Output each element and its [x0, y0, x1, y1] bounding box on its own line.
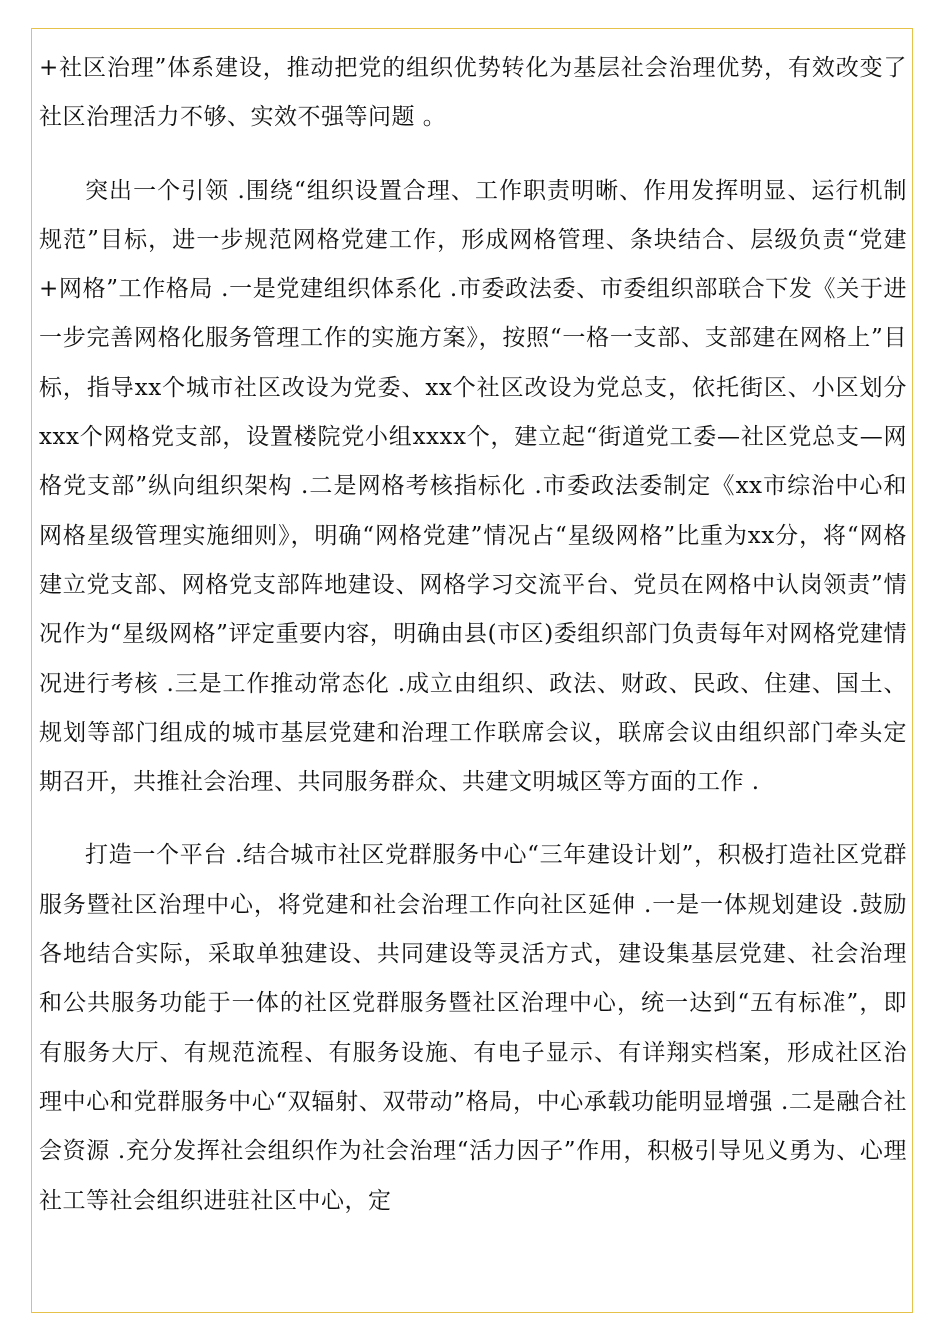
paragraph-build-platform: 打造一个平台 .结合城市社区党群服务中心“三年建设计划”，积极打造社区党群服务暨社区治理中心，将党建和社会治理工作向社区延伸 .一是一体规划建设 .鼓励各地结合实际，采取单独建设、共同建设等灵活方式，建设集基层党建、社会治理和公共服务功能于一体的社区党群服务暨社区治理中心，统一达到“五有标准”，即有服务大厅、有规范流程、有服务设施、有电子显示、有详翔实档案，形成社区治理中心和党群服务中心“双辐射、双带动”格局，中心承载功能明显增强 .二是融合社会资源 .充分发挥社会组织作为社会治理“活力因子”作用，积极引导见义勇为、心理社工等社会组织进驻社区中心，定: [39, 842, 907, 1214]
paragraph-highlight-leadership: 突出一个引领 .围绕“组织设置合理、工作职责明晰、作用发挥明显、运行机制规范”目标，进一步规范网格党建工作，形成网格管理、条块结合、层级负责“党建+网格”工作格局 .一是党建组织体系化 .市委政法委、市委组织部联合下发《关于进一步完善网格化服务管理工作的实施方案》，按照“一格一支部、支部建在网格上”目标，指导xx个城市社区改设为党委、xx个社区改设为党总支，依托街区、小区划分xxx个网格党支部，设置楼院党小组xxxx个，建立起“街道党工委—社区党总支—网格党支部”纵向组织架构 .二是网格考核指标化 .市委政法委制定《xx市综治中心和网格星级管理实施细则》，明确“网格党建”情况占“星级网格”比重为xx分，将“网格建立党支部、网格党支部阵地建设、网格学习交流平台、党员在网格中认岗领责”情况作为“星级网格”评定重要内容，明确由县(市区)委组织部门负责每年对网格党建情况进行考核 .三是工作推动常态化 .成立由组织、政法、财政、民政、住建、国土、规划等部门组成的城市基层党建和治理工作联席会议，联席会议由组织部门牵头定期召开，共推社会治理、共同服务群众、共建文明城区等方面的工作 .: [39, 177, 907, 796]
paragraph-spacer: [39, 143, 907, 167]
document-body: [39, 44, 907, 1226]
paragraph-intro-continuation: +社区治理”体系建设，推动把党的组织优势转化为基层社会治理优势，有效改变了社区治理活力不够、实效不强等问题 。: [39, 55, 907, 131]
paragraph-spacer: [39, 807, 907, 831]
